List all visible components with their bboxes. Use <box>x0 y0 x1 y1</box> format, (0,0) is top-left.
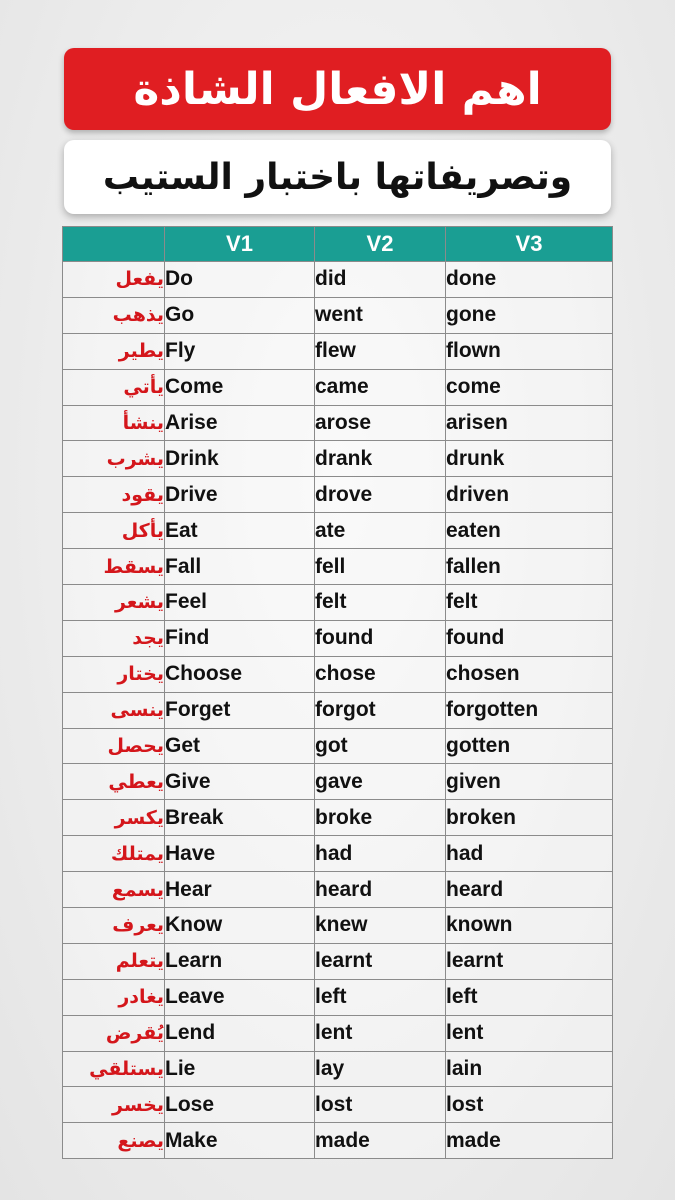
v1-cell: Feel <box>165 585 315 621</box>
title-banner <box>64 48 611 130</box>
table-row <box>63 262 613 298</box>
arabic-meaning-cell: يشعر <box>63 585 165 621</box>
arabic-meaning-cell: يستلقي <box>63 1051 165 1087</box>
header-v3: V3 <box>446 227 613 262</box>
v3-cell: heard <box>446 872 613 908</box>
v2-cell: learnt <box>315 943 446 979</box>
v3-cell: eaten <box>446 513 613 549</box>
v3-cell: arisen <box>446 405 613 441</box>
table-row <box>63 333 613 369</box>
arabic-meaning-cell: يتعلم <box>63 943 165 979</box>
arabic-meaning-cell: يجد <box>63 620 165 656</box>
v2-cell: gave <box>315 764 446 800</box>
page-subtitle: وتصريفاتها باختبار الستيب <box>102 156 573 198</box>
page-title: اهم الافعال الشاذة <box>133 63 542 115</box>
arabic-meaning-cell: يكسر <box>63 800 165 836</box>
v1-cell: Give <box>165 764 315 800</box>
v1-cell: Drink <box>165 441 315 477</box>
arabic-meaning-cell: يشرب <box>63 441 165 477</box>
table-row <box>63 1123 613 1159</box>
table-row <box>63 369 613 405</box>
table-row <box>63 728 613 764</box>
arabic-meaning-cell: يمتلك <box>63 836 165 872</box>
arabic-meaning-cell: يطير <box>63 333 165 369</box>
table-row <box>63 656 613 692</box>
v3-cell: gotten <box>446 728 613 764</box>
v1-cell: Eat <box>165 513 315 549</box>
v3-cell: lost <box>446 1087 613 1123</box>
table-row <box>63 1087 613 1123</box>
table-row <box>63 405 613 441</box>
table-row <box>63 477 613 513</box>
arabic-meaning-cell: يحصل <box>63 728 165 764</box>
v3-cell: found <box>446 620 613 656</box>
v1-cell: Fall <box>165 549 315 585</box>
v1-cell: Break <box>165 800 315 836</box>
v1-cell: Have <box>165 836 315 872</box>
v1-cell: Go <box>165 297 315 333</box>
v3-cell: felt <box>446 585 613 621</box>
arabic-meaning-cell: يختار <box>63 656 165 692</box>
v2-cell: arose <box>315 405 446 441</box>
table-row <box>63 620 613 656</box>
v2-cell: got <box>315 728 446 764</box>
arabic-meaning-cell: يسقط <box>63 549 165 585</box>
table-row <box>63 441 613 477</box>
v2-cell: had <box>315 836 446 872</box>
table-row <box>63 836 613 872</box>
v2-cell: made <box>315 1123 446 1159</box>
arabic-meaning-cell: يعرف <box>63 908 165 944</box>
table-row <box>63 549 613 585</box>
v2-cell: ate <box>315 513 446 549</box>
v1-cell: Lie <box>165 1051 315 1087</box>
arabic-meaning-cell: يذهب <box>63 297 165 333</box>
v1-cell: Learn <box>165 943 315 979</box>
v3-cell: driven <box>446 477 613 513</box>
v1-cell: Fly <box>165 333 315 369</box>
v2-cell: knew <box>315 908 446 944</box>
subtitle-banner <box>64 140 611 214</box>
arabic-meaning-cell: يخسر <box>63 1087 165 1123</box>
v3-cell: fallen <box>446 549 613 585</box>
v2-cell: heard <box>315 872 446 908</box>
v1-cell: Come <box>165 369 315 405</box>
table-row <box>63 800 613 836</box>
table-row <box>63 297 613 333</box>
arabic-meaning-cell: يصنع <box>63 1123 165 1159</box>
v3-cell: flown <box>446 333 613 369</box>
table-row <box>63 513 613 549</box>
v2-cell: drove <box>315 477 446 513</box>
v2-cell: felt <box>315 585 446 621</box>
v2-cell: flew <box>315 333 446 369</box>
v2-cell: did <box>315 262 446 298</box>
v1-cell: Arise <box>165 405 315 441</box>
arabic-meaning-cell: ينشأ <box>63 405 165 441</box>
v2-cell: found <box>315 620 446 656</box>
arabic-meaning-cell: يغادر <box>63 979 165 1015</box>
v3-cell: drunk <box>446 441 613 477</box>
header-v1: V1 <box>165 227 315 262</box>
arabic-meaning-cell: يعطي <box>63 764 165 800</box>
arabic-meaning-cell: ينسى <box>63 692 165 728</box>
arabic-meaning-cell: يأكل <box>63 513 165 549</box>
v3-cell: had <box>446 836 613 872</box>
table-row <box>63 979 613 1015</box>
v2-cell: lent <box>315 1015 446 1051</box>
v3-cell: known <box>446 908 613 944</box>
table-row <box>63 764 613 800</box>
v3-cell: done <box>446 262 613 298</box>
irregular-verbs-table <box>62 226 613 1159</box>
v1-cell: Find <box>165 620 315 656</box>
v3-cell: learnt <box>446 943 613 979</box>
v3-cell: lent <box>446 1015 613 1051</box>
table-row <box>63 908 613 944</box>
v1-cell: Choose <box>165 656 315 692</box>
v2-cell: came <box>315 369 446 405</box>
v1-cell: Get <box>165 728 315 764</box>
v1-cell: Make <box>165 1123 315 1159</box>
table-row <box>63 943 613 979</box>
v3-cell: gone <box>446 297 613 333</box>
table-header-row <box>63 227 613 262</box>
v3-cell: forgotten <box>446 692 613 728</box>
v2-cell: broke <box>315 800 446 836</box>
v3-cell: come <box>446 369 613 405</box>
arabic-meaning-cell: يأتي <box>63 369 165 405</box>
table-row <box>63 585 613 621</box>
v2-cell: left <box>315 979 446 1015</box>
arabic-meaning-cell: يسمع <box>63 872 165 908</box>
v2-cell: fell <box>315 549 446 585</box>
v1-cell: Do <box>165 262 315 298</box>
v1-cell: Drive <box>165 477 315 513</box>
header-arabic <box>63 227 165 262</box>
table-row <box>63 872 613 908</box>
v2-cell: lost <box>315 1087 446 1123</box>
v2-cell: chose <box>315 656 446 692</box>
v1-cell: Forget <box>165 692 315 728</box>
v2-cell: went <box>315 297 446 333</box>
arabic-meaning-cell: يفعل <box>63 262 165 298</box>
arabic-meaning-cell: يقود <box>63 477 165 513</box>
v3-cell: chosen <box>446 656 613 692</box>
v3-cell: given <box>446 764 613 800</box>
v2-cell: forgot <box>315 692 446 728</box>
table-row <box>63 1015 613 1051</box>
v1-cell: Lose <box>165 1087 315 1123</box>
v1-cell: Hear <box>165 872 315 908</box>
v1-cell: Know <box>165 908 315 944</box>
arabic-meaning-cell: يُقرض <box>63 1015 165 1051</box>
v2-cell: lay <box>315 1051 446 1087</box>
v3-cell: left <box>446 979 613 1015</box>
v1-cell: Leave <box>165 979 315 1015</box>
v3-cell: made <box>446 1123 613 1159</box>
table-row <box>63 692 613 728</box>
header-v2: V2 <box>315 227 446 262</box>
v3-cell: broken <box>446 800 613 836</box>
v2-cell: drank <box>315 441 446 477</box>
v1-cell: Lend <box>165 1015 315 1051</box>
v3-cell: lain <box>446 1051 613 1087</box>
table-row <box>63 1051 613 1087</box>
